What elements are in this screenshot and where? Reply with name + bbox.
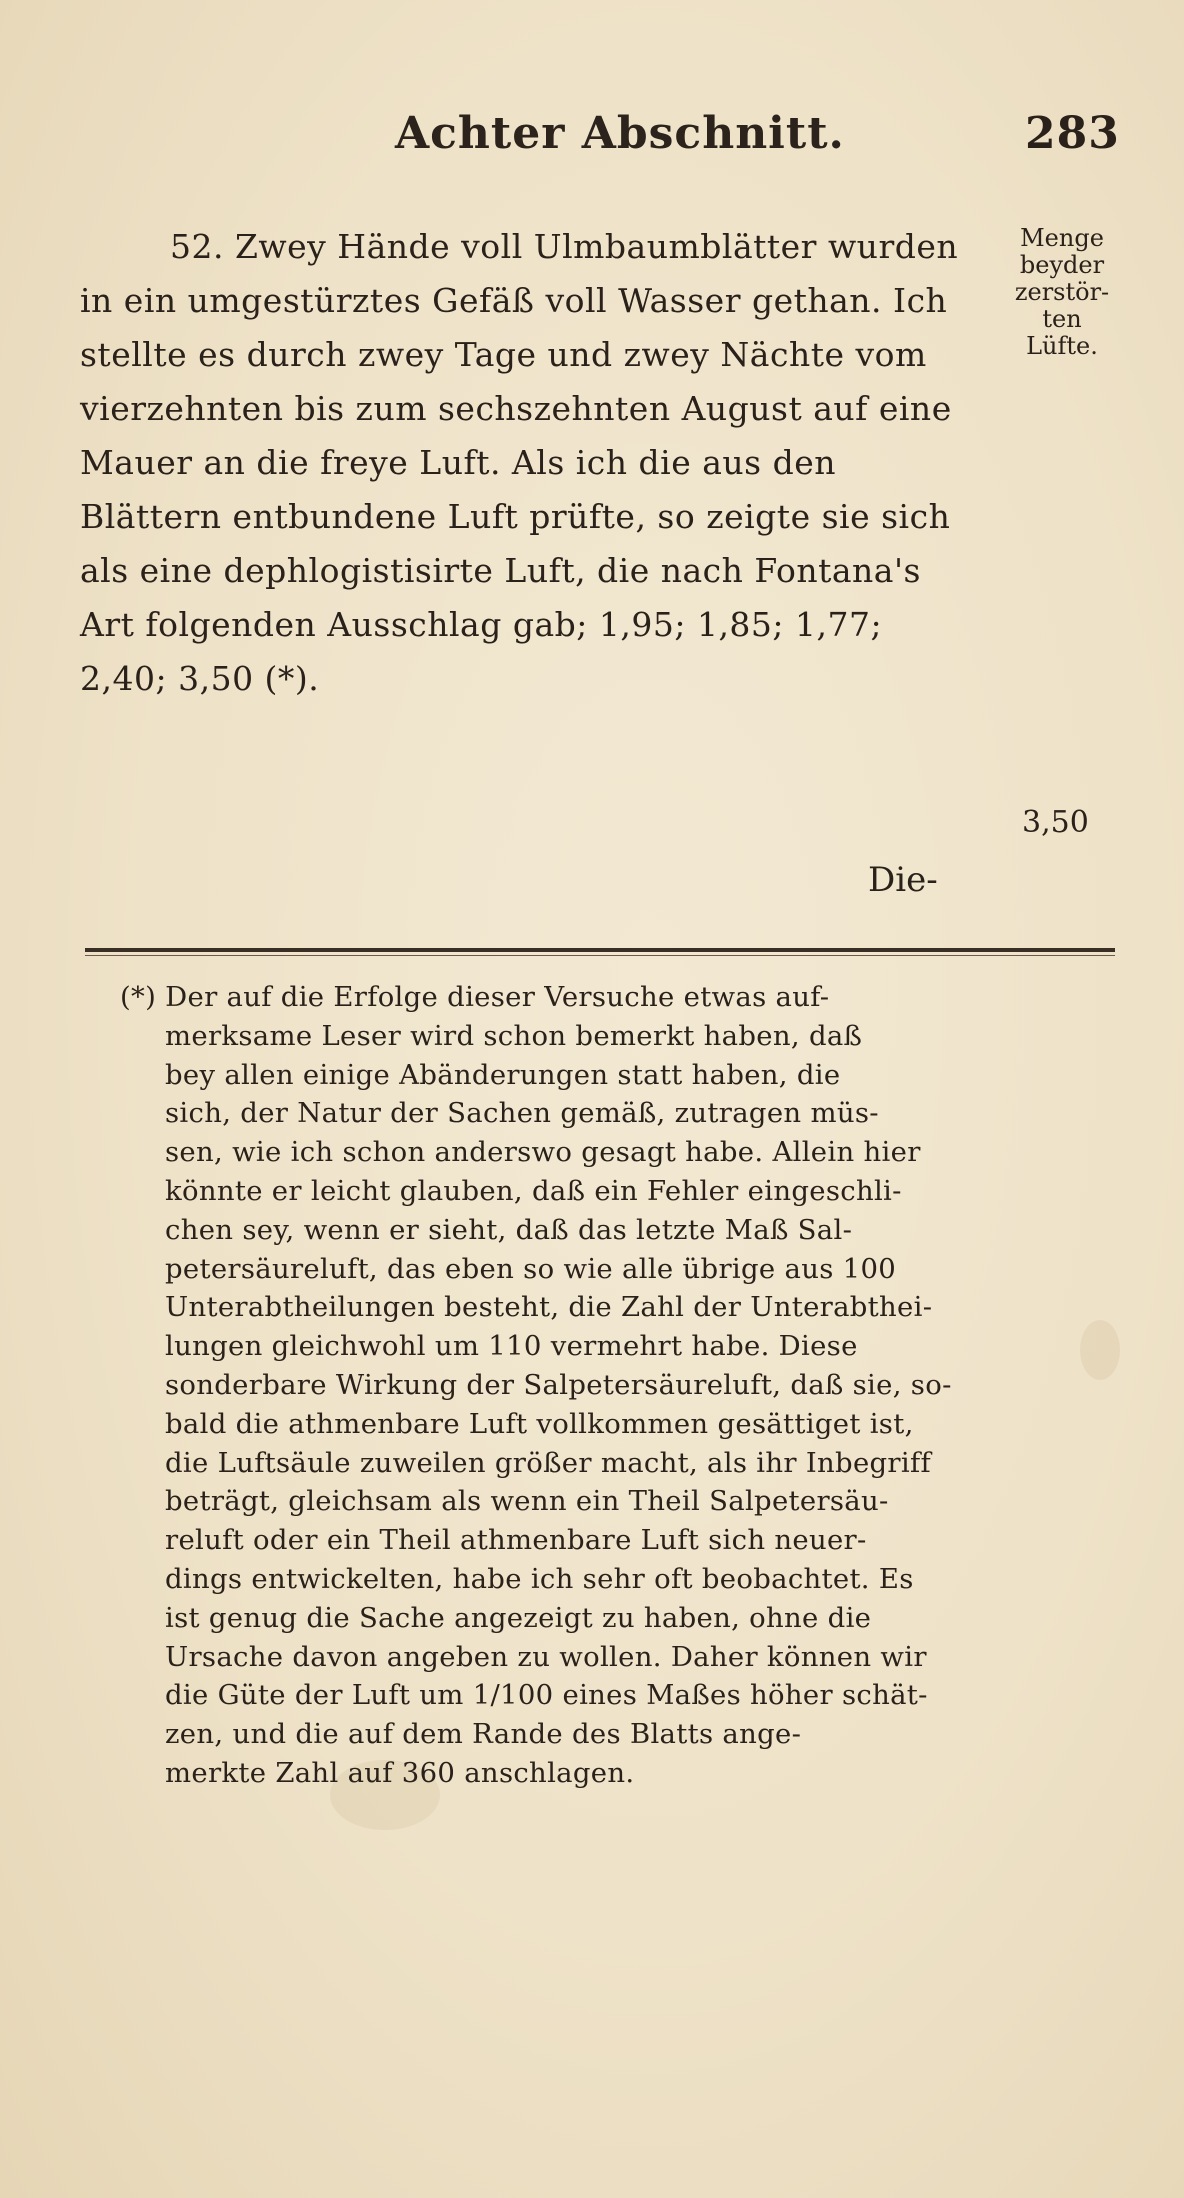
footnote-line: Unterabtheilungen besteht, die Zahl der Unterabthei- — [165, 1291, 933, 1324]
paper-stain — [1080, 1320, 1120, 1380]
margin-note-line: zerstör- — [1014, 278, 1110, 306]
footnote-line: die Güte der Luft um 1/100 eines Maßes höher schät- — [165, 1679, 928, 1712]
footnote-line: bey allen einige Abänderungen statt haben, die — [165, 1058, 841, 1091]
text-line: Art folgenden Ausschlag gab; 1,95; 1,85; 1,77; — [80, 605, 883, 644]
page-number: 283 — [1025, 108, 1120, 159]
footnote-line: könnte er leicht glauben, daß ein Fehler eingeschli- — [165, 1174, 902, 1207]
text-line: stellte es durch zwey Tage und zwey Nächte vom — [80, 335, 927, 374]
catchword: Die- — [868, 860, 938, 900]
footnote-line: merkte Zahl auf 360 anschlagen. — [165, 1756, 635, 1789]
margin-note-line: ten — [1042, 305, 1082, 333]
footnote-line: merksame Leser wird schon bemerkt haben, daß — [165, 1019, 863, 1052]
main-paragraph — [80, 220, 990, 706]
text-line: 2,40; 3,50 (*). — [80, 659, 320, 698]
footnote — [120, 978, 1020, 1793]
footnote-line: Ursache davon angeben zu wollen. Daher können wir — [165, 1640, 927, 1673]
text-line: in ein umgestürztes Gefäß voll Wasser gethan. Ich — [80, 281, 948, 320]
footnote-line: petersäureluft, das eben so wie alle übrige aus 100 — [165, 1252, 897, 1285]
footnote-line: die Luftsäule zuweilen größer macht, als ihr Inbegriff — [165, 1446, 931, 1479]
running-head: Achter Abschnitt. — [395, 108, 845, 159]
text-line: Mauer an die freye Luft. Als ich die aus den — [80, 443, 836, 482]
footnote-rule-thin — [85, 955, 1115, 956]
footnote-line: reluft oder ein Theil athmenbare Luft sich neuer- — [165, 1524, 867, 1557]
footnote-line: bald die athmenbare Luft vollkommen gesättiget ist, — [165, 1407, 914, 1440]
footnote-line: chen sey, wenn er sieht, daß das letzte Maß Sal- — [165, 1213, 853, 1246]
footnote-line: zen, und die auf dem Rande des Blatts ange- — [165, 1718, 802, 1751]
text-line: 52. Zwey Hände voll Ulmbaumblätter wurden — [170, 227, 959, 266]
margin-note-line: beyder — [1019, 251, 1105, 279]
footnote-line: sich, der Natur der Sachen gemäß, zutragen müs- — [165, 1097, 879, 1130]
margin-note-line: Lüfte. — [1026, 332, 1098, 360]
text-line: vierzehnten bis zum sechszehnten August auf eine — [80, 389, 952, 428]
footnote-line: ist genug die Sache angezeigt zu haben, ohne die — [165, 1601, 872, 1634]
footnote-line: (*) Der auf die Erfolge dieser Versuche etwas auf- — [120, 981, 830, 1013]
footnote-line: sen, wie ich schon anderswo gesagt habe. Allein hier — [165, 1136, 921, 1169]
footnote-line: lungen gleichwohl um 110 vermehrt habe. Diese — [165, 1330, 858, 1363]
footnote-line: beträgt, gleichsam als wenn ein Theil Salpetersäu- — [165, 1485, 889, 1518]
margin-note-line: Menge — [1020, 224, 1104, 252]
margin-value: 3,50 — [1022, 805, 1089, 840]
text-line: als eine dephlogistisirte Luft, die nach Fontana's — [80, 551, 921, 590]
footnote-rule — [85, 948, 1115, 952]
margin-note — [1002, 225, 1122, 360]
text-line: Blättern entbundene Luft prüfte, so zeigte sie sich — [80, 497, 951, 536]
footnote-line: sonderbare Wirkung der Salpetersäureluft, daß sie, so- — [165, 1368, 952, 1401]
footnote-line: dings entwickelten, habe ich sehr oft beobachtet. Es — [165, 1562, 914, 1595]
